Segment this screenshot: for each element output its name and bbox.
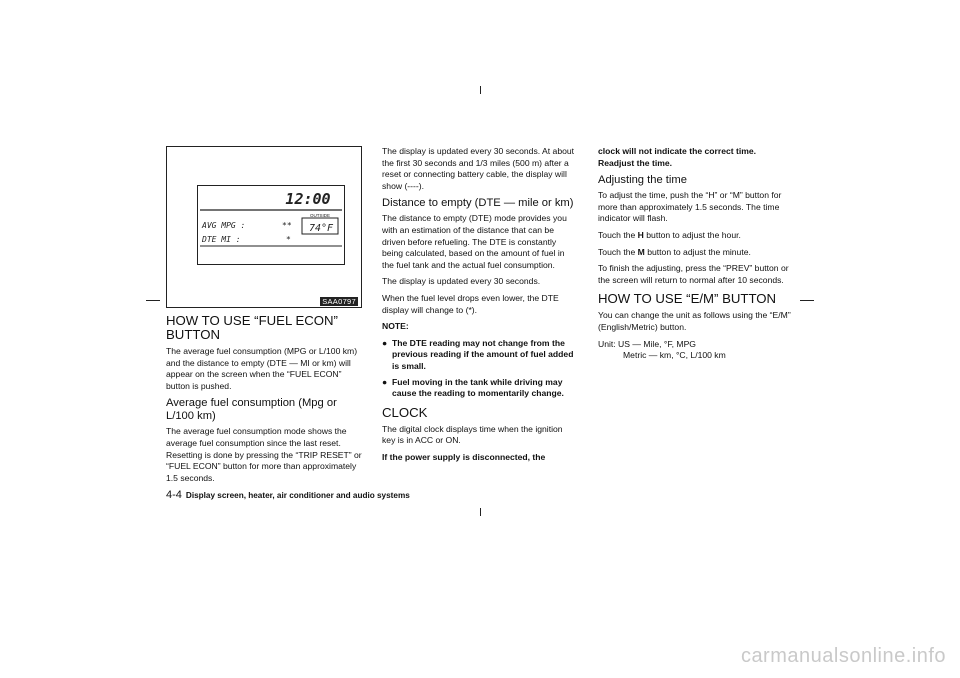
para-power: If the power supply is disconnected, the	[382, 451, 546, 462]
para-dte-3: When the fuel level drops even lower, the DTE display will change to (*).	[382, 292, 559, 315]
m-key-icon: M	[637, 246, 645, 257]
lcd-row-dte: DTE MI :	[202, 235, 241, 244]
para-display-update: The display is updated every 30 seconds. At about the first 30 seconds and 1/3 miles (500 m) after a reset or connecting battery cable, the display will show (----).	[382, 146, 575, 191]
touch-label: Touch the	[598, 246, 636, 257]
crop-mark-right	[800, 300, 814, 301]
outside-temp: 74°F	[308, 223, 334, 234]
unit-line-2: Metric — km, °C, L/100 km	[623, 350, 726, 361]
heading-avg-fuel: Average fuel consumption (Mpg or L/100 km)	[166, 397, 337, 423]
para-clock: The digital clock displays time when the ignition key is in ACC or ON.	[382, 423, 563, 446]
outside-label: OUTSIDE	[309, 213, 331, 218]
bullet-icon: ●	[382, 376, 388, 387]
watermark: carmanualsonline.info	[740, 645, 946, 667]
minute-text: button to adjust the minute.	[647, 246, 751, 257]
para-fuel-econ: The average fuel consumption (MPG or L/100 km) and the distance to empty (DTE — MI or km) will appear on the screen when the “FUEL ECON” button is pushed.	[166, 346, 358, 391]
note-title: NOTE:	[382, 321, 409, 332]
note-bullet-2-text: Fuel moving in the tank while driving may cause the reading to momentarily change.	[392, 376, 564, 399]
para-dte-1: The distance to empty (DTE) mode provides you with an estimation of the distance that can be driven before refueling. The DTE is constantly being calculated, based on the amount of fuel in the fuel tank and the actual fuel consumption.	[382, 213, 567, 270]
para-adjust: To adjust the time, push the “H” or “M” button for more than approximately 1.5 seconds. The time indicator will flash.	[598, 190, 782, 224]
lcd-row-dte-value: *	[286, 235, 291, 244]
hour-text: button to adjust the hour.	[646, 229, 741, 240]
touch-label: Touch the	[598, 229, 636, 240]
lcd-screen	[197, 185, 345, 265]
note-bullet-1	[382, 338, 578, 373]
column-1	[166, 146, 362, 489]
lcd-row-avg-mpg: AVG MPG :	[202, 221, 246, 230]
lcd-graphic	[198, 186, 344, 264]
note-bullet-1-text: The DTE reading may not change from the previous reading if the amount of fuel added is small.	[392, 337, 574, 371]
display-figure	[166, 146, 362, 308]
heading-clock: CLOCK	[382, 404, 428, 420]
para-avg-fuel: The average fuel consumption mode shows the average fuel consumption since the last reset. Resetting is done by pressing the “TRIP RESET” or “FUEL ECON” button for more than approximately 1.5 seconds.	[166, 426, 362, 483]
column-2	[382, 146, 578, 468]
section-title: Display screen, heater, air conditioner and audio systems	[185, 491, 410, 500]
crop-mark-bottom	[480, 508, 481, 516]
heading-em: HOW TO USE “E/M” BUTTON	[598, 291, 777, 307]
unit-line-1: Unit: US — Mile, °F, MPG	[598, 338, 696, 349]
crop-mark-top	[480, 86, 481, 94]
para-finish: To finish the adjusting, press the “PREV” button or the screen will return to normal after 10 seconds.	[598, 263, 789, 285]
heading-fuel-econ: HOW TO USE “FUEL ECON” BUTTON	[166, 313, 338, 342]
column-3	[598, 146, 794, 362]
lcd-row-avg-value: **	[282, 221, 292, 230]
crop-mark-left	[146, 300, 160, 301]
page-footer	[166, 489, 410, 501]
para-dte-2: The display is updated every 30 seconds.	[382, 276, 541, 287]
figure-label: SAA0797	[322, 297, 356, 306]
page-number: 4-4	[166, 489, 182, 501]
para-em: You can change the unit as follows using the “E/M” (English/Metric) button.	[598, 310, 791, 332]
heading-dte: Distance to empty (DTE — mile or km)	[382, 197, 574, 210]
para-power-continued: clock will not indicate the correct time. Readjust the time.	[598, 146, 757, 168]
para-touch-h	[598, 230, 794, 242]
heading-adjust-time: Adjusting the time	[598, 174, 687, 187]
bullet-icon: ●	[382, 337, 388, 348]
note-bullet-2	[382, 377, 578, 400]
lcd-time: 12:00	[285, 190, 331, 208]
h-key-icon: H	[637, 229, 644, 240]
para-touch-m	[598, 247, 794, 259]
